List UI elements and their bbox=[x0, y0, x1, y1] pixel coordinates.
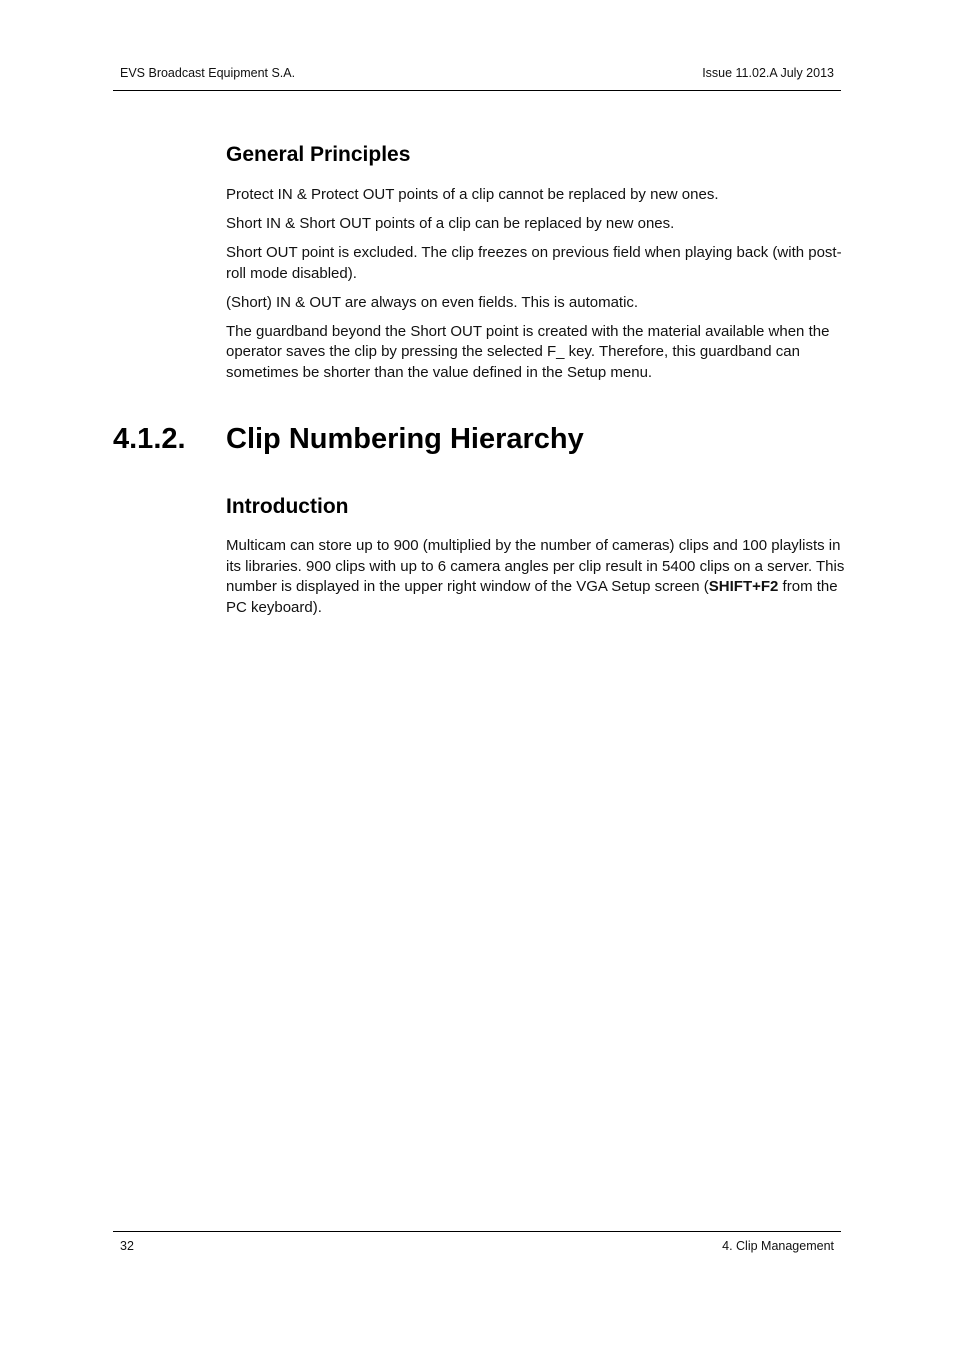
introduction-paragraph bbox=[226, 536, 846, 618]
paragraph: Protect IN & Protect OUT points of a clip cannot be replaced by new ones. bbox=[226, 186, 719, 203]
paragraph: The guardband beyond the Short OUT point is created with the material available when the operator saves the clip by pressing the selected F_ key. Therefore, this guardband can sometimes be shorter than the value defined in the Setup menu. bbox=[226, 322, 830, 381]
paragraph: Short IN & Short OUT points of a clip can be replaced by new ones. bbox=[226, 215, 675, 232]
section-heading bbox=[113, 419, 843, 459]
general-principles-heading: General Principles bbox=[226, 143, 411, 166]
introduction-text: Multicam can store up to 900 (multiplied by the number of cameras) clips and 100 playlists in its libraries. 900 clips with up to 6 camera angles per clip result in 5400 clips on a server. This number is displayed in the upper right window of the VGA Setup screen ( bbox=[226, 537, 845, 595]
general-principles-section bbox=[226, 142, 846, 392]
section-number: 4.1.2. bbox=[113, 423, 186, 455]
page-header bbox=[113, 66, 841, 91]
header-issue: Issue 11.02.A July 2013 bbox=[702, 66, 834, 80]
page-number: 32 bbox=[120, 1239, 134, 1253]
paragraph: Short OUT point is excluded. The clip freezes on previous field when playing back (with post-roll mode disabled). bbox=[226, 244, 842, 282]
section-title: Clip Numbering Hierarchy bbox=[226, 423, 584, 455]
keyboard-shortcut: SHIFT+F2 bbox=[708, 578, 779, 595]
introduction-text-end: from the PC keyboard). bbox=[226, 578, 838, 616]
header-company: EVS Broadcast Equipment S.A. bbox=[120, 66, 296, 80]
introduction-section bbox=[226, 494, 846, 618]
footer-chapter: 4. Clip Management bbox=[722, 1239, 834, 1253]
introduction-heading: Introduction bbox=[226, 495, 349, 518]
paragraph: (Short) IN & OUT are always on even fields. This is automatic. bbox=[226, 293, 639, 311]
page-footer bbox=[113, 1231, 841, 1262]
